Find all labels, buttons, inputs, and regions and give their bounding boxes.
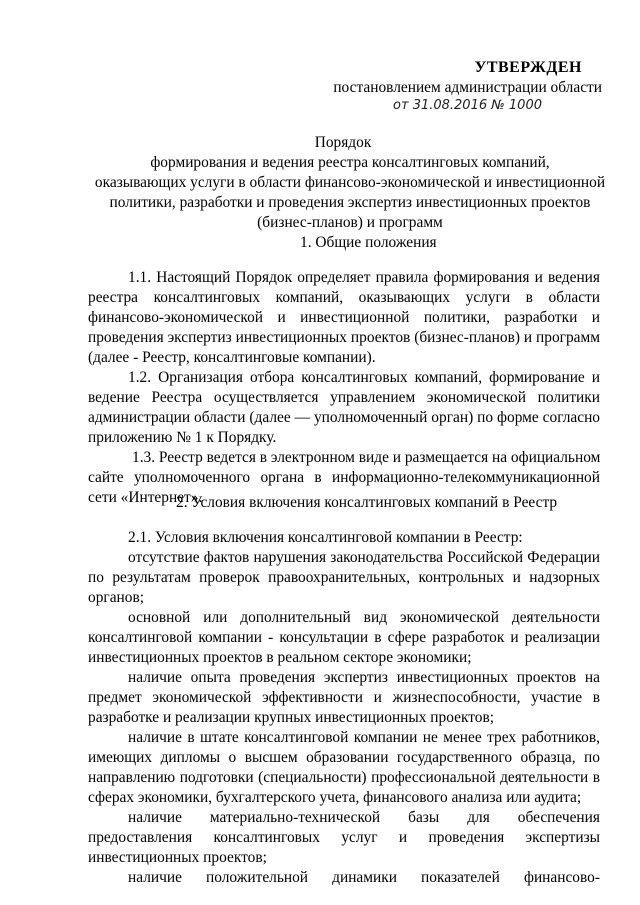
text-line: по результатам проверок правоохранительных, контрольных и надзорных — [88, 569, 600, 586]
text-line: инвестиционных проектов; — [88, 849, 267, 866]
text-line: финансово-экономической и инвестиционной политики, разработки и — [88, 309, 600, 326]
section-1-body — [88, 268, 600, 508]
condition-item — [88, 608, 600, 668]
paragraph-1-2 — [88, 368, 600, 448]
text-line: ведение Реестра осуществляется управлением экономической политики — [88, 389, 600, 406]
text-line: (далее - Реестр, консалтинговые компании). — [88, 349, 376, 366]
text-line: отсутствие фактов нарушения законодательства Российской Федерации — [128, 549, 600, 566]
text-line: разработке и реализации крупных инвестиционных проектов; — [88, 709, 494, 726]
section-2-body — [88, 528, 600, 888]
text-line: проведения экспертиз инвестиционных проектов (бизнес-планов) и программ — [88, 329, 600, 346]
text-line: сферах экономики, бухгалтерского учета, финансового анализа или аудита; — [88, 789, 582, 806]
document-title — [80, 133, 620, 233]
text-line: наличие в штате консалтинговой компании не менее трех работников, — [128, 729, 600, 746]
condition-item — [88, 548, 600, 608]
section-2-heading: 2. Условия включения консалтинговых компаний в Реестр — [176, 494, 558, 511]
title-line: (бизнес-планов) и программ — [257, 214, 443, 231]
handwritten-date-number: от 31.08.2016 № 1000 — [393, 98, 542, 113]
title-line: политики, разработки и проведения экспертиз инвестиционных проектов — [109, 194, 591, 211]
text-line: предмет экономической эффективности и жизнеспособности, участие в — [88, 689, 600, 706]
text-line: сайте уполномоченного органа в информационно-телекоммуникационной — [88, 469, 600, 486]
text-line: 1.3. Реестр ведется в электронном виде и размещается на официальном — [132, 449, 601, 466]
paragraph-2-1-intro — [88, 528, 600, 548]
condition-item — [88, 808, 600, 868]
text-line: сети «Интернет». — [88, 489, 203, 506]
text-line: 1.1. Настоящий Порядок определяет правила формирования и ведения — [128, 269, 600, 286]
text-line: наличие опыта проведения экспертиз инвестиционных проектов на — [128, 669, 600, 686]
text-line: направлению подготовки (специальности) профессиональной деятельности в — [88, 769, 600, 786]
approval-stamp — [330, 58, 620, 114]
approved-title: УТВЕРЖДЕН — [474, 59, 582, 76]
condition-item — [88, 668, 600, 728]
text-line: органов; — [88, 589, 145, 606]
text-line: наличие положительной динамики показателей финансово- — [128, 869, 600, 886]
title-line: формирования и ведения реестра консалтинговых компаний, — [150, 154, 550, 171]
title-line: оказывающих услуги в области финансово-экономической и инвестиционной — [94, 174, 606, 191]
section-1-heading: 1. Общие положения — [300, 234, 437, 251]
approved-by-line: постановлением администрации области — [333, 79, 602, 96]
text-line: 2.1. Условия включения консалтинговой компании в Реестр: — [128, 529, 523, 546]
text-line: наличие материально-технической базы для обеспечения — [128, 809, 600, 826]
text-line: реестра консалтинговых компаний, оказывающих услуги в области — [88, 289, 600, 306]
condition-item — [88, 728, 600, 808]
text-line: администрации области (далее — уполномоченный орган) по форме согласно — [88, 409, 600, 426]
text-line: основной или дополнительный вид экономической деятельности — [128, 609, 600, 626]
condition-item — [88, 868, 600, 888]
text-line: имеющих дипломы о высшем образовании государственного образца, по — [88, 749, 600, 766]
paragraph-1-1 — [88, 268, 600, 368]
text-line: инвестиционных проектов в реальном секторе экономики; — [88, 649, 472, 666]
text-line: 1.2. Организация отбора консалтинговых компаний, формирование и — [128, 369, 600, 386]
text-line: консалтинговой компании - консультации в сфере разработок и реализации — [88, 629, 600, 646]
text-line: предоставления консалтинговых услуг и проведения экспертизы — [88, 829, 600, 846]
title-word: Порядок — [314, 134, 372, 151]
text-line: приложению № 1 к Порядку. — [88, 429, 277, 446]
